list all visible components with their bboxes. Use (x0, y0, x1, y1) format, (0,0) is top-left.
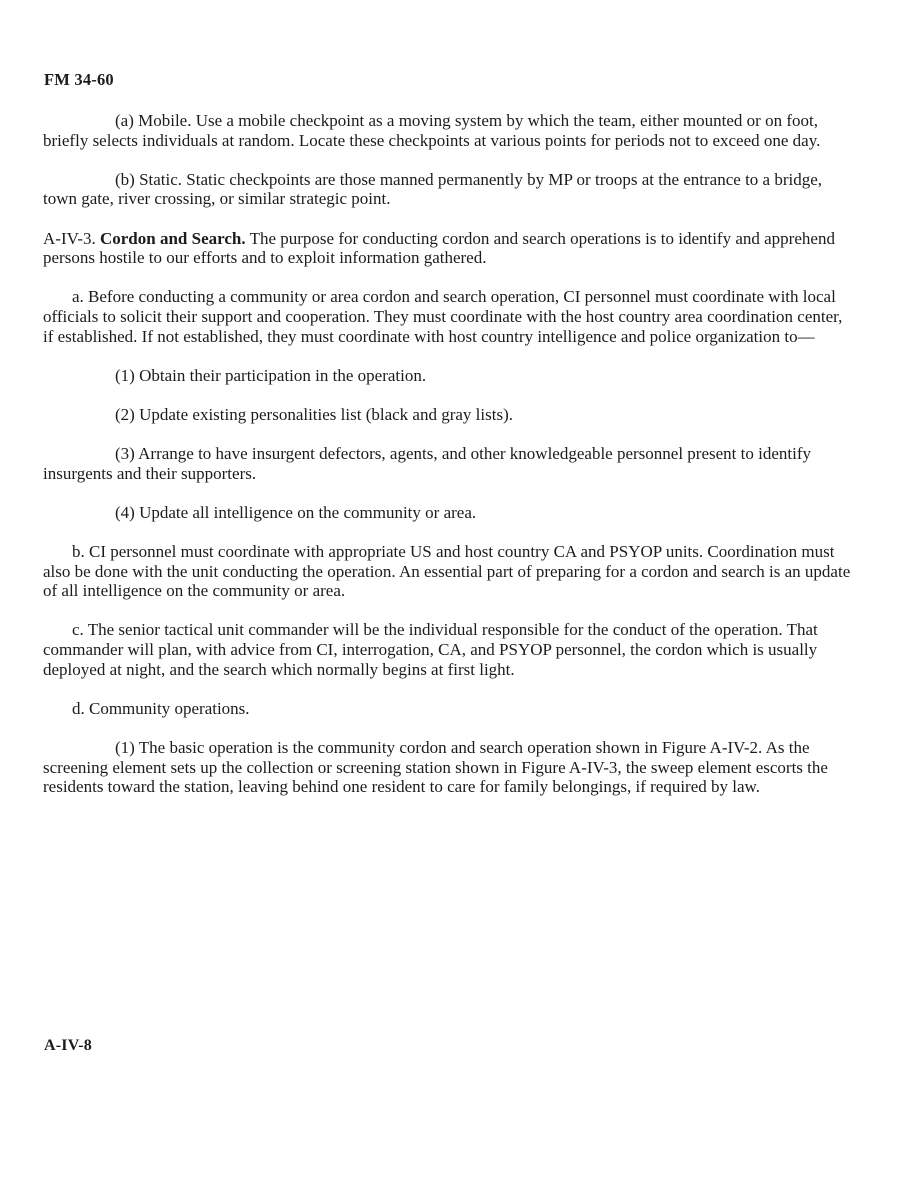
paragraph (43, 503, 855, 523)
text-run: b. CI personnel must coordinate with appropriate US and host country CA and PSYOP units. Coordination must also be done with the unit conducting the operation. An essential part of preparing for a cordon and search is an update of all intelligence on the community or area. (43, 542, 851, 601)
paragraph (43, 738, 855, 797)
paragraph (43, 542, 855, 601)
text-run: a. Before conducting a community or area cordon and search operation, CI personnel must coordinate with local officials to solicit their support and cooperation. They must coordinate with the host country area coordination center, if established. If not established, they must coordinate with host country intelligence and police organization to— (43, 287, 843, 346)
text-run: (2) Update existing personalities list (black and gray lists). (115, 404, 513, 424)
text-run: (1) The basic operation is the community cordon and search operation shown in Figure A-IV-2. As the screening element sets up the collection or screening station shown in Figure A-IV-3, the sweep element escorts the residents toward the station, leaving behind one resident to care for family belongings, if required by law. (43, 738, 828, 797)
paragraph (43, 444, 855, 483)
text-run: (b) Static. Static checkpoints are those manned permanently by MP or troops at the entrance to a bridge, town gate, river crossing, or similar strategic point. (43, 169, 823, 209)
paragraph (43, 229, 855, 268)
bold-run: Cordon and Search. (99, 228, 246, 248)
document-body (43, 111, 855, 816)
text-run: d. Community operations. (72, 698, 250, 718)
text-run: A-IV-3. (43, 228, 100, 248)
paragraph (43, 111, 855, 150)
paragraph (43, 699, 855, 719)
text-run: c. The senior tactical unit commander will be the individual responsible for the conduct of the operation. That commander will plan, with advice from CI, interrogation, CA, and PSYOP personnel, the cordon which is usually deployed at night, and the search which normally begins at first light. (43, 620, 818, 679)
text-run: (3) Arrange to have insurgent defectors, agents, and other knowledgeable personnel present to identify insurgents and their supporters. (43, 444, 811, 483)
paragraph (43, 366, 855, 386)
text-run: (4) Update all intelligence on the community or area. (115, 502, 477, 522)
paragraph (43, 287, 855, 346)
page-number: A-IV-8 (44, 1037, 93, 1054)
text-run: (1) Obtain their participation in the operation. (115, 365, 427, 385)
paragraph (43, 170, 855, 209)
text-run: (a) Mobile. Use a mobile checkpoint as a moving system by which the team, either mounted or on foot, briefly selects individuals at random. Locate these checkpoints at various points for periods not to exceed one day. (43, 111, 821, 150)
text-run: The purpose for conducting cordon and search operations is to identify and apprehend persons hostile to our efforts and to exploit information gathered. (43, 228, 835, 268)
document-header: FM 34-60 (44, 70, 114, 89)
paragraph (43, 405, 855, 425)
paragraph (43, 620, 855, 679)
